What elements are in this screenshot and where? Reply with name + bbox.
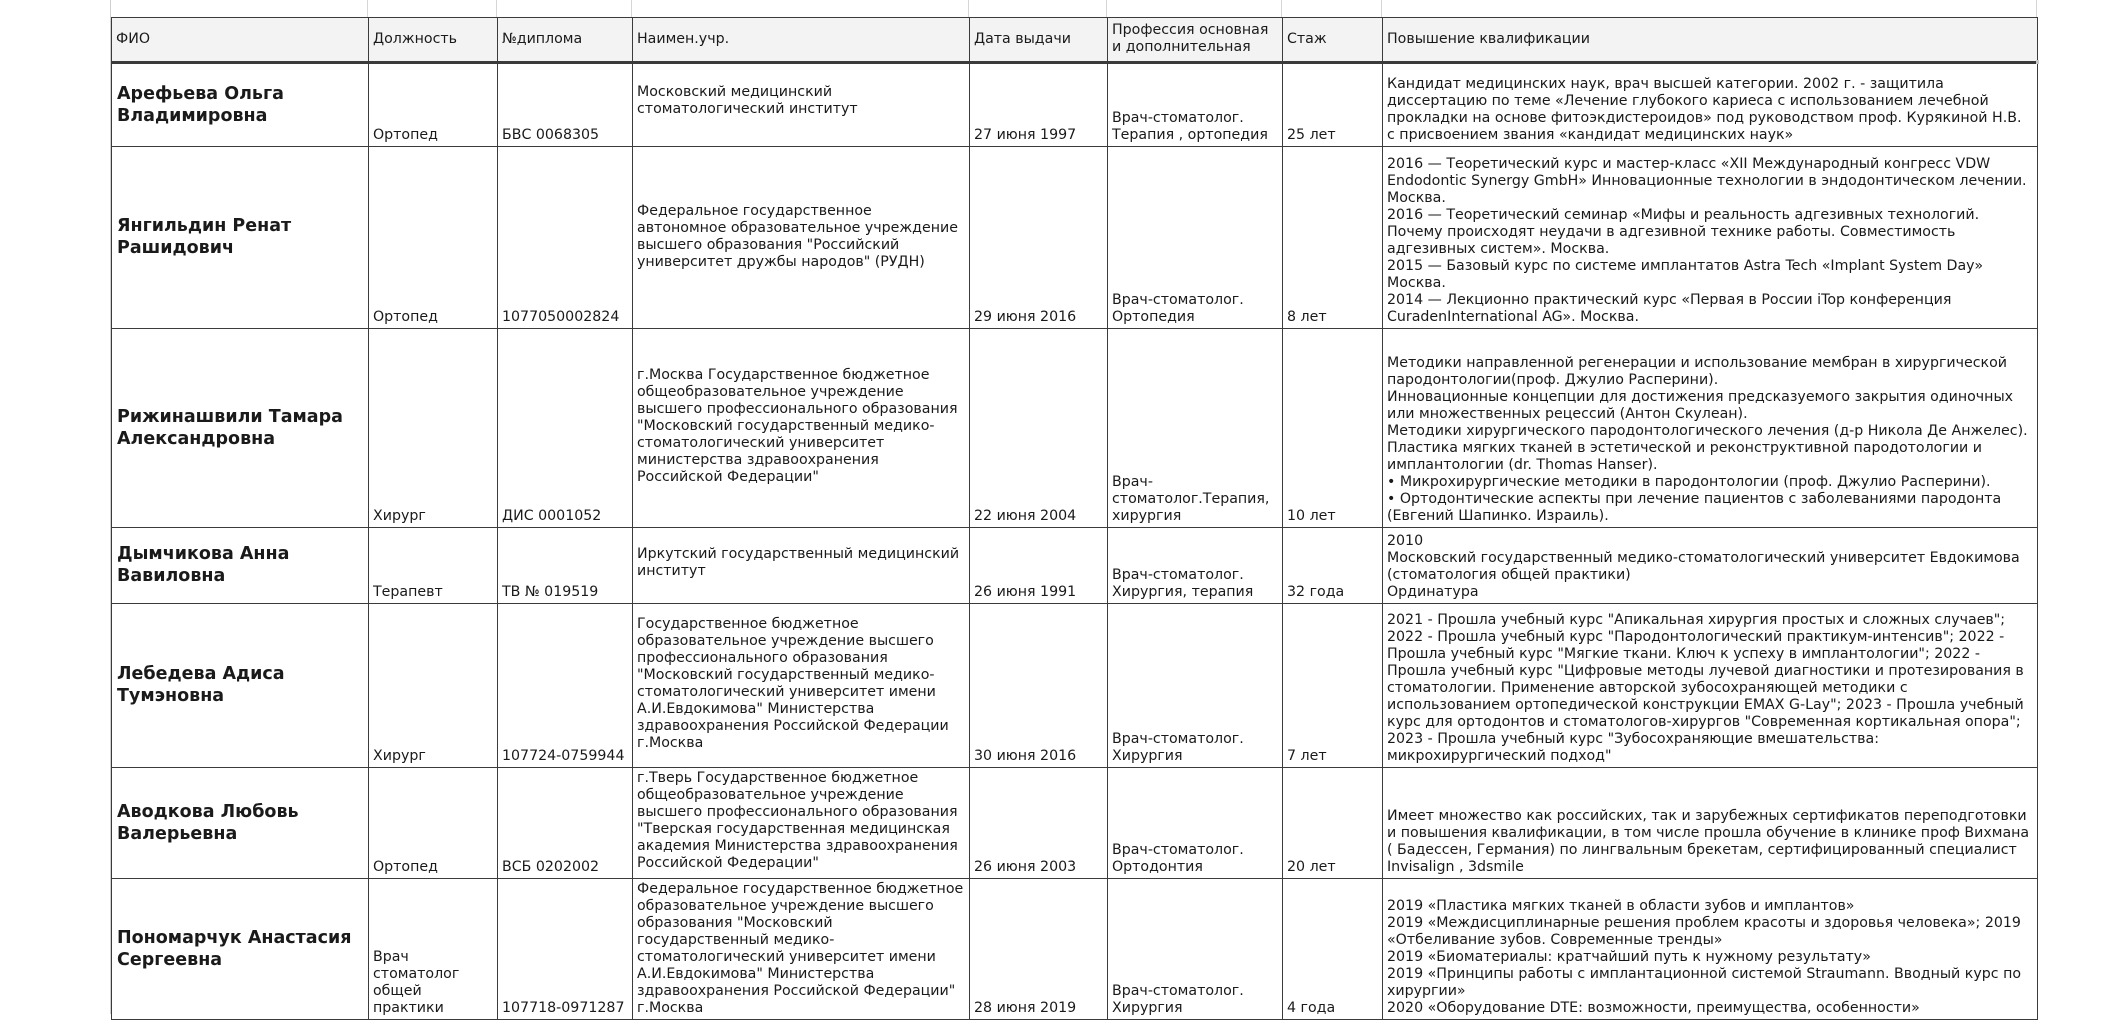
cell-experience: 10 лет <box>1283 329 1383 528</box>
cell-experience: 4 года <box>1283 879 1383 1020</box>
cell-institution: Федеральное государственное автономное образовательное учреждение высшего образования "Российский университет дружбы народов" (РУДН) <box>633 147 970 329</box>
cell-issue-date: 28 июня 2019 <box>970 879 1108 1020</box>
table-row <box>112 528 2038 604</box>
cell-qualification <box>1383 604 2038 768</box>
cell-profession: Врач-стоматолог. Хирургия <box>1108 604 1283 768</box>
table-row <box>112 329 2038 528</box>
qualification-line: 2021 - Прошла учебный курс "Апикальная хирургия простых и сложных случаев"; 2022 - Прошла учебный курс "Пародонтологический практикум-интенсив"; 2022 - Прошла учебный курс "Мягкие ткани. Ключ к успеху в имплантологии"; 2022 - Прошла учебный курс "Цифровые методы лучевой диагностики и протезирования в стоматологии. Применение авторской зубосохраняющей методики с использованием ортопедической конструкции EMAX G-Lay"; 2023 - Прошла учебный курс для ортодонтов и стоматологов-хирургов "Современная кортикальная опора"; 2023 - Прошла учебный курс "Зубосохраняющие вмешательства: микрохирургический подход" <box>1387 612 2024 764</box>
qualification-line: 2010 <box>1387 533 1424 549</box>
qualification-line: 2019 «Биоматериалы: кратчайший путь к нужному результату» <box>1387 949 1871 965</box>
cell-experience: 8 лет <box>1283 147 1383 329</box>
qualification-line: 2014 — Лекционно практический курс «Первая в России iTop конференция CuradenInternational AG». Москва. <box>1387 292 1952 325</box>
cell-qualification <box>1383 147 2038 329</box>
cell-profession: Врач-стоматолог. Ортопедия <box>1108 147 1283 329</box>
table-row <box>112 879 2038 1020</box>
header-qualification: Повышение квалификации <box>1383 18 2038 63</box>
qualification-line: Имеет множество как российских, так и зарубежных сертификатов переподготовки и повышения квалификации, в том числе прошла обучение в клинике проф Вихмана ( Бадессен, Германия) по лингвальным брекетам, сертифицированный специалист Invisalign , 3dsmile <box>1387 808 2030 875</box>
cell-issue-date: 27 июня 1997 <box>970 63 1108 147</box>
selection-corner-marker <box>2036 60 2039 64</box>
qualification-line: Методики хирургического пародонтологического лечения (д-р Никола Де Анжелес). <box>1387 423 2028 439</box>
qualification-line: 2020 «Оборудование DTE: возможности, преимущества, особенности» <box>1387 1000 1920 1016</box>
cell-institution: Иркутский государственный медицинский институт <box>633 528 970 604</box>
cell-profession: Врач-стоматолог. Хирургия, терапия <box>1108 528 1283 604</box>
cell-qualification <box>1383 63 2038 147</box>
qualification-line: Пластика мягких тканей в эстетической и реконструктивной пародотологии и имплантологии (dr. Thomas Hanser). <box>1387 440 1982 473</box>
cell-experience: 20 лет <box>1283 768 1383 879</box>
qualification-line: Ординатура <box>1387 584 1479 600</box>
cell-issue-date: 22 июня 2004 <box>970 329 1108 528</box>
cell-experience: 7 лет <box>1283 604 1383 768</box>
cell-issue-date: 26 июня 1991 <box>970 528 1108 604</box>
cell-fio: Арефьева Ольга Владимировна <box>112 63 369 147</box>
table-header-row <box>112 18 2038 63</box>
cell-diploma: ТВ № 019519 <box>498 528 633 604</box>
qualification-line: Методики направленной регенерации и использование мембран в хирургической пародонтологии(проф. Джулио Расперини). <box>1387 355 2008 388</box>
cell-profession: Врач-стоматолог. Хирургия <box>1108 879 1283 1020</box>
header-experience: Стаж <box>1283 18 1383 63</box>
qualification-line: Московский государственный медико-стоматологический университет Евдокимова (стоматология общей практики) <box>1387 550 2020 583</box>
cell-diploma: ВСБ 0202002 <box>498 768 633 879</box>
qualification-line: • Микрохирургические методики в пародонтологии (проф. Джулио Расперини). <box>1387 474 1991 490</box>
cell-position: Ортопед <box>369 768 498 879</box>
qualification-line: Инновационные концепции для достижения предсказуемого закрытия одиночных или множественных рецессий (Антон Скулеан). <box>1387 389 2014 422</box>
cell-position: Ортопед <box>369 147 498 329</box>
header-issue-date: Дата выдачи <box>970 18 1108 63</box>
qualification-line: 2019 «Пластика мягких тканей в области зубов и имплантов» <box>1387 898 1855 914</box>
qualification-line: 2015 — Базовый курс по системе имплантатов Astra Tech «Implant System Day» Москва. <box>1387 258 1984 291</box>
qualification-line: 2019 «Принципы работы с имплантационной системой Straumann. Вводный курс по хирургии» <box>1387 966 2022 999</box>
cell-position: Хирург <box>369 604 498 768</box>
cell-diploma: ДИС 0001052 <box>498 329 633 528</box>
cell-issue-date: 26 июня 2003 <box>970 768 1108 879</box>
cell-issue-date: 30 июня 2016 <box>970 604 1108 768</box>
cell-fio: Янгильдин Ренат Рашидович <box>112 147 369 329</box>
cell-institution: Государственное бюджетное образовательное учреждение высшего профессионального образования "Московский государственный медико-стоматологический университет имени А.И.Евдокимова" Министерства здравоохранения Российской Федерации г.Москва <box>633 604 970 768</box>
cell-diploma: 107724-0759944 <box>498 604 633 768</box>
qualification-line: 2016 — Теоретический семинар «Мифы и реальность адгезивных технологий. Почему происходят неудачи в адгезивной технике работы. Совместимость адгезивных систем». Москва. <box>1387 207 1980 257</box>
cell-experience: 25 лет <box>1283 63 1383 147</box>
table-row <box>112 147 2038 329</box>
cell-institution: Московский медицинский стоматологический институт <box>633 63 970 147</box>
cell-diploma: 1077050002824 <box>498 147 633 329</box>
table-row <box>112 604 2038 768</box>
qualification-line: Кандидат медицинских наук, врач высшей категории. 2002 г. - защитила диссертацию по теме «Лечение глубокого кариеса с использованием лечебной прокладки на основе фитоэкдистероидов» под руководством проф. Курякиной Н.В. с присвоением звания «кандидат медицинских наук» <box>1387 76 2022 143</box>
header-profession: Профессия основная и дополнительная <box>1108 18 1283 63</box>
spreadsheet-top-gridline <box>111 0 2037 18</box>
cell-position: Хирург <box>369 329 498 528</box>
header-diploma: №диплома <box>498 18 633 63</box>
cell-institution: г.Тверь Государственное бюджетное общеобразовательное учреждение высшего профессионального образования "Тверская государственная медицинская академия Министерства здравоохранения Российской Федерации" <box>633 768 970 879</box>
cell-diploma: 107718-0971287 <box>498 879 633 1020</box>
header-institution: Наимен.учр. <box>633 18 970 63</box>
cell-qualification <box>1383 528 2038 604</box>
table-row <box>112 63 2038 147</box>
cell-fio: Лебедева Адиса Тумэновна <box>112 604 369 768</box>
cell-position: Терапевт <box>369 528 498 604</box>
qualification-line: 2016 — Теоретический курс и мастер-класс «XII Международный конгресс VDW Endodontic Synergy GmbH» Инновационные технологии в эндодонтическом лечении. Москва. <box>1387 156 2027 206</box>
cell-profession: Врач-стоматолог.Терапия, хирургия <box>1108 329 1283 528</box>
cell-fio: Дымчикова Анна Вавиловна <box>112 528 369 604</box>
cell-institution: Федеральное государственное бюджетное образовательное учреждение высшего образования "Московский государственный медико-стоматологический университет имени А.И.Евдокимова" Министерства здравоохранения Российской Федерации" г.Москва <box>633 879 970 1020</box>
cell-fio: Аводкова Любовь Валерьевна <box>112 768 369 879</box>
cell-qualification <box>1383 879 2038 1020</box>
cell-fio: Рижинашвили Тамара Александровна <box>112 329 369 528</box>
cell-institution: г.Москва Государственное бюджетное общеобразовательное учреждение высшего профессионального образования "Московский государственный медико-стоматологический университет министерства здравоохранения Российской Федерации" <box>633 329 970 528</box>
cell-fio: Пономарчук Анастасия Сергеевна <box>112 879 369 1020</box>
staff-table <box>111 17 2038 1020</box>
header-position: Должность <box>369 18 498 63</box>
qualification-line: 2019 «Междисциплинарные решения проблем красоты и здоровья человека»; 2019 «Отбеливание зубов. Современные тренды» <box>1387 915 2021 948</box>
cell-position: Врач стоматолог общей практики <box>369 879 498 1020</box>
cell-position: Ортопед <box>369 63 498 147</box>
table-row <box>112 768 2038 879</box>
cell-qualification <box>1383 768 2038 879</box>
cell-qualification <box>1383 329 2038 528</box>
spreadsheet-sheet <box>110 0 2037 1014</box>
cell-profession: Врач-стоматолог. Ортодонтия <box>1108 768 1283 879</box>
cell-issue-date: 29 июня 2016 <box>970 147 1108 329</box>
cell-diploma: БВС 0068305 <box>498 63 633 147</box>
qualification-line: • Ортодонтические аспекты при лечение пациентов с заболеваниями пародонта (Евгений Шапинко. Израиль). <box>1387 491 2002 524</box>
cell-profession: Врач-стоматолог. Терапия , ортопедия <box>1108 63 1283 147</box>
header-fio: ФИО <box>112 18 369 63</box>
cell-experience: 32 года <box>1283 528 1383 604</box>
